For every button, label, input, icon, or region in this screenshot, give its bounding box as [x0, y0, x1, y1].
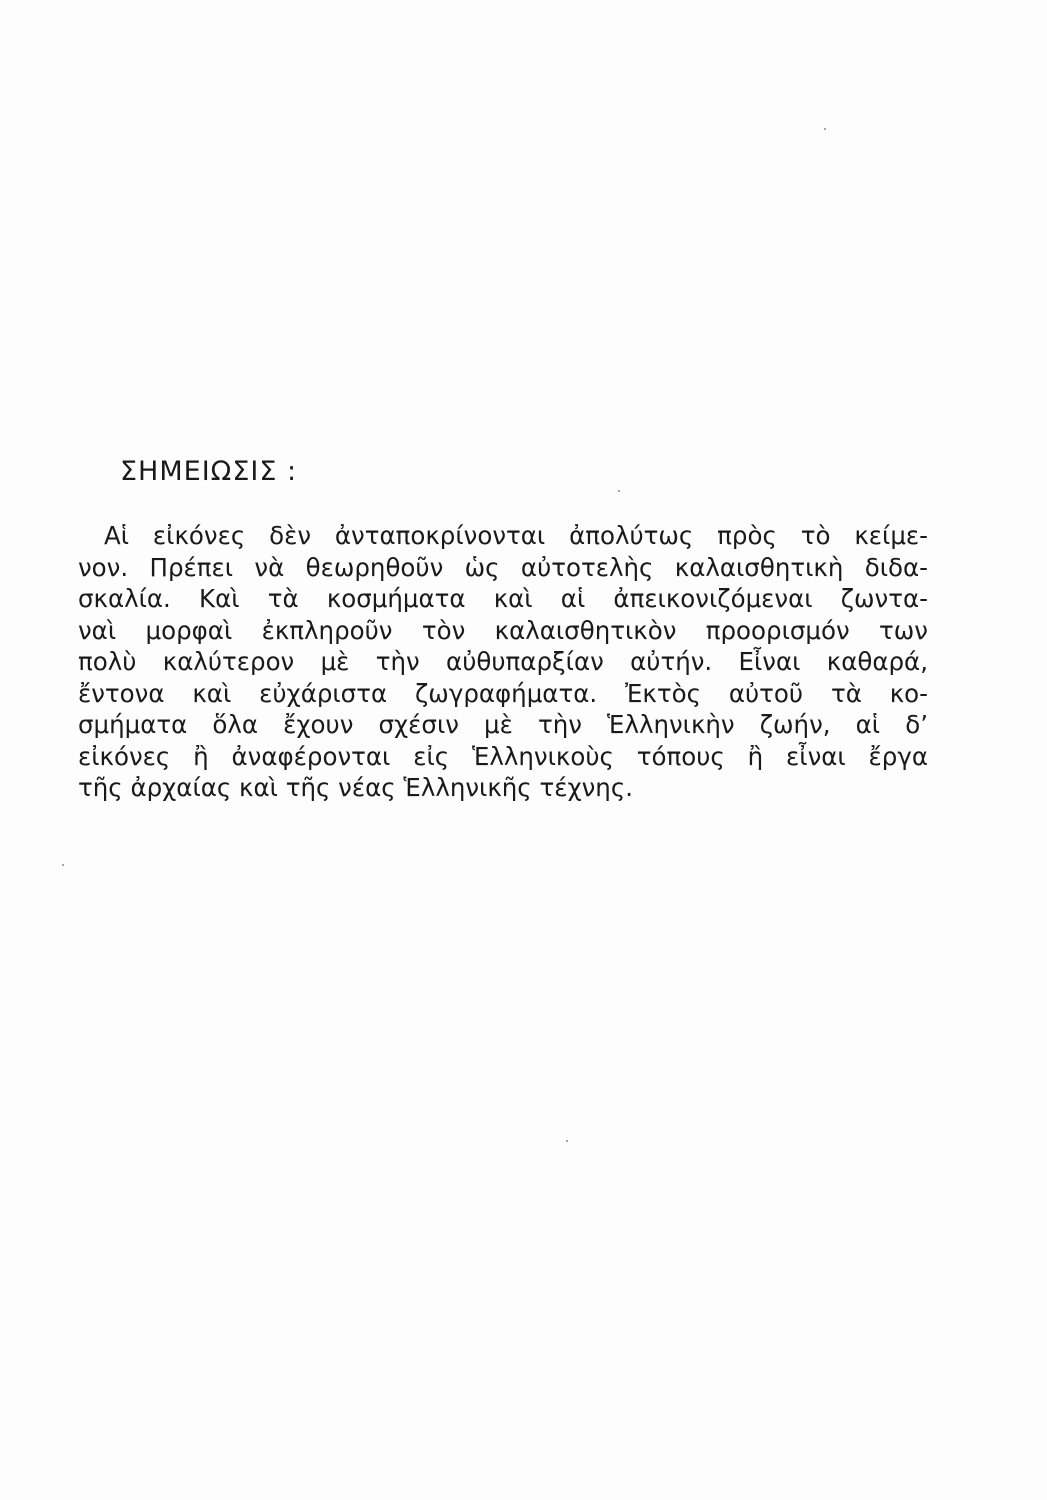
text-line: τῆς ἀρχαίας καὶ τῆς νέας Ἑλληνικῆς τέχνης.: [78, 773, 633, 802]
note-body: [78, 520, 928, 804]
paper-speck: [566, 1140, 568, 1142]
text-line: εἰκόνες ἢ ἀναφέρονται εἰς Ἑλληνικοὺς τόπους ἢ εἶναι ἔργα: [78, 741, 928, 771]
text-line: σκαλία. Καὶ τὰ κοσμήματα καὶ αἱ ἀπεικονιζόμεναι ζωντα-: [78, 584, 928, 613]
text-line: ναὶ μορφαὶ ἐκπληροῦν τὸν καλαισθητικὸν προορισμόν των: [78, 615, 928, 645]
text-line: Αἱ εἰκόνες δὲν ἀνταποκρίνονται ἀπολύτως πρὸς τὸ κείμε-: [104, 521, 928, 550]
text-line: σμήματα ὅλα ἔχουν σχέσιν μὲ τὴν Ἑλληνικὴν ζωήν, αἱ δ’: [78, 710, 928, 739]
text-line: νον. Πρέπει νὰ θεωρηθοῦν ὡς αὐτοτελὴς καλαισθητικὴ διδα-: [78, 552, 928, 582]
paper-speck: [824, 128, 826, 130]
text-line: πολὺ καλύτερον μὲ τὴν αὐθυπαρξίαν αὐτήν. Εἶναι καθαρά,: [78, 647, 928, 676]
note-heading: ΣΗΜΕΙΩΣΙΣ :: [120, 456, 298, 487]
paper-speck: [62, 864, 64, 866]
text-line: ἔντονα καὶ εὐχάριστα ζωγραφήματα. Ἐκτὸς αὐτοῦ τὰ κο-: [78, 678, 928, 708]
paper-speck: [618, 490, 620, 492]
